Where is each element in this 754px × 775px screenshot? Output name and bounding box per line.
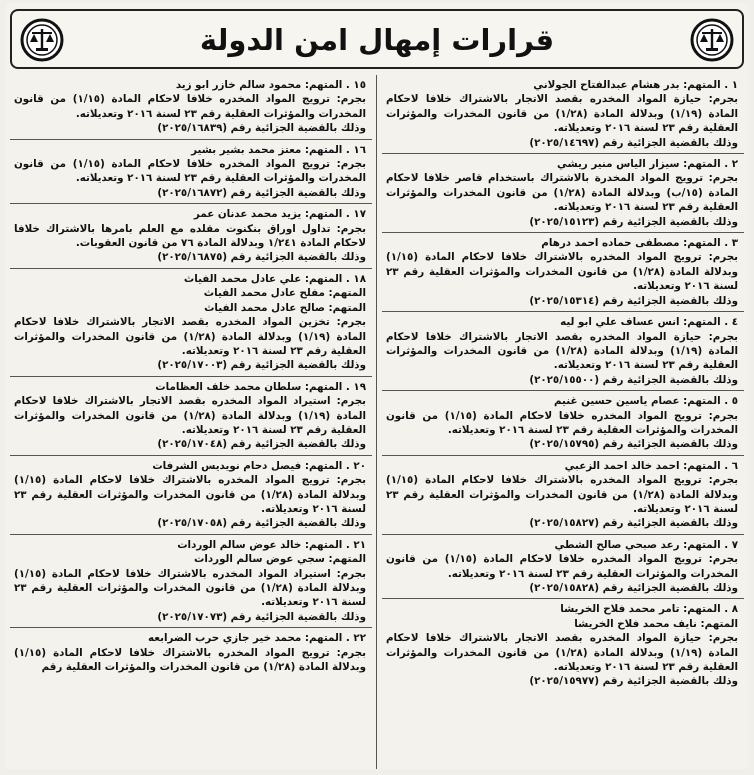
decision-entry [382, 535, 744, 600]
defendant-name: ٣ . المتهم: مصطفى حماده احمد درهام [541, 237, 738, 250]
case-number: وذلك بالقضية الجزائية رقم (٢٠٢٥/١٦٨٧٥) [157, 251, 366, 264]
charge-text: بجرم: استيراد المواد المخدره بقصد الاتجار بالاشتراك خلافا لاحكام المادة (١/١٩) وبدلالة المادة (١/٢٨) من قانون المخدرات والمؤثرات العقلية رقم ٢٣ لسنة ٢٠١٦ وتعديلاته. [14, 395, 367, 436]
charge-text: المتهم: سجي عوض سالم الوردات [193, 553, 366, 566]
scales-of-justice-emblem-icon [20, 18, 64, 62]
case-number: وذلك بالقضية الجزائية رقم (٢٠٢٥/١٥٥٠٠) [529, 373, 738, 386]
charge-text: بجرم: حيازة المواد المخدره بقصد الاتجار بالاشتراك خلافا لاحكام المادة (١/١٩) وبدلالة المادة (١/٢٨) من قانون المخدرات والمؤثرات العقلية رقم ٢٣ لسنة ٢٠١٦ وتعديلاته. [386, 93, 739, 135]
charge-text: بجرم: ترويج المواد المخدره بالاشتراك خلافا لاحكام المادة (١/١٥) وبدلالة المادة (١/٢٨) من قانون المخدرات والمؤثرات العقلية رقم ٢٣ لسنة ٢٠١٦ وتعديلاته. [386, 474, 739, 515]
scales-of-justice-emblem-icon [690, 18, 734, 62]
charge-text: المتهم: صالح عادل محمد الفياث [204, 301, 366, 314]
case-number: وذلك بالقضية الجزائية رقم (٢٠٢٥/١٧٠٧٣) [157, 610, 366, 623]
charge-text: بجرم: ترويج المواد المخدره بالاشتراك خلافا لاحكام المادة (١/١٥) وبدلالة المادة (١/٢٨) من قانون المخدرات والمؤثرات العقلية رقم ٢٣ لسنة ٢٠١٦ وتعديلاته. [14, 474, 367, 515]
page-title: قرارات إمهال امن الدولة [199, 23, 555, 57]
defendant-name: ٧ . المتهم: رعد صبحي صالح الشطي [554, 538, 738, 551]
case-number: وذلك بالقضية الجزائية رقم (٢٠٢٥/١٧٠٤٨) [157, 438, 366, 451]
case-number: وذلك بالقضية الجزائية رقم (٢٠٢٥/١٥٧٩٥) [529, 438, 738, 451]
case-number: وذلك بالقضية الجزائية رقم (٢٠٢٥/١٧٠٥٨) [157, 517, 366, 530]
defendant-name: ١٦ . المتهم: معتز محمد بشير بشير [191, 143, 366, 156]
decision-entry [10, 269, 372, 377]
header-banner [10, 9, 744, 69]
defendant-name: ١٥ . المتهم: محمود سالم خازر ابو زيد [175, 79, 366, 91]
case-number: وذلك بالقضية الجزائية رقم (٢٠٢٥/١٥٩٧٧) [529, 675, 738, 688]
charge-text: بجرم: تخزين المواد المخدره بقصد الاتجار بالاشتراك خلافا لاحكام المادة (١/١٩) وبدلالة المادة (١/٢٨) من قانون المخدرات والمؤثرات العقلية رقم ٢٣ لسنة ٢٠١٦ وتعديلاته. [14, 316, 367, 357]
defendant-name: ١٩ . المتهم: سلطان محمد خلف العظامات [155, 380, 366, 393]
defendant-name: ١ . المتهم: بدر هشام عبدالفتاح الجولاني [533, 79, 738, 91]
decision-entry [382, 312, 744, 391]
case-number: وذلك بالقضية الجزائية رقم (٢٠٢٥/١٦٨٧٢) [157, 186, 366, 199]
charge-text: بجرم: تداول اوراق بنكنوت مقلده مع العلم بامرها بالاشتراك خلافا لاحكام المادة ١/٢٤١ وبدلالة المادة ٧٦ من قانون العقوبات. [14, 222, 366, 250]
case-number: وذلك بالقضية الجزائية رقم (٢٠٢٥/١٦٨٣٩) [157, 122, 366, 135]
defendant-name: ٢١ . المتهم: خالد عوض سالم الوردات [177, 538, 366, 551]
charge-text: المتهم: مفلح عادل محمد الفياث [203, 287, 366, 300]
defendant-name: ٥ . المتهم: عصام ياسين حسين غنيم [553, 395, 738, 408]
charge-text: المتهم: نايف محمد فلاح الخريشا [574, 617, 738, 630]
right-column [382, 75, 744, 769]
decision-entry [382, 154, 744, 233]
decision-entry [382, 391, 744, 456]
decision-entry [382, 599, 744, 691]
charge-text: بجرم: استيراد المواد المخدره بالاشتراك خلافا لاحكام المادة (١/١٥) وبدلالة المادة (١/٢٨) من قانون المخدرات والمؤثرات العقلية رقم ٢٣ لسنة ٢٠١٦ وتعديلاته. [14, 567, 367, 609]
decision-entry [10, 204, 372, 269]
charge-text: بجرم: حيازة المواد المخدره بقصد الاتجار بالاشتراك خلافا لاحكام المادة (١/١٩) وبدلالة المادة (١/٢٨) من قانون المخدرات والمؤثرات العقلية رقم ٢٣ لسنة ٢٠١٦ وتعديلاته. [386, 330, 739, 372]
decision-entry [10, 535, 372, 628]
decision-entry [10, 140, 372, 205]
charge-text: بجرم: ترويج المواد المخدره خلافا لاحكام المادة (١/١٥) من قانون المخدرات والمؤثرات العقلية رقم ٢٣ لسنة ٢٠١٦ وتعديلاته. [14, 93, 366, 120]
case-number: وذلك بالقضية الجزائية رقم (٢٠٢٥/١٥٣١٤) [529, 294, 738, 307]
defendant-name: ٢ . المتهم: سيزار الياس منير ريشي [557, 158, 738, 171]
case-number: وذلك بالقضية الجزائية رقم (٢٠٢٥/١٤٦٩٧) [529, 136, 738, 149]
left-column [10, 75, 377, 769]
charge-text: بجرم: ترويج المواد المخدره بالاشتراك خلافا لاحكام المادة (١/١٥) وبدلالة المادة (١/٢٨) من قانون المخدرات والمؤثرات العقلية رقم ٢٣ لسنة ٢٠١٦ وتعديلاته. [386, 251, 739, 293]
charge-text: بجرم: ترويج المواد المخدره خلافا لاحكام المادة (١/١٥) من قانون المخدرات والمؤثرات العقلية رقم ٢٣ لسنة ٢٠١٦ وتعديلاته. [386, 409, 738, 436]
decision-entry [10, 456, 372, 535]
case-number: وذلك بالقضية الجزائية رقم (٢٠٢٥/١٥٨٢٧) [529, 517, 738, 530]
defendant-name: ٦ . المتهم: احمد خالد احمد الزعبي [564, 459, 738, 472]
decision-entry [382, 233, 744, 312]
decision-entry [10, 377, 372, 456]
decision-entry [10, 628, 372, 677]
defendant-name: ٢٢ . المتهم: محمد خير جازي حرب الضرابعه [148, 632, 366, 645]
decision-entry [10, 75, 372, 140]
charge-text: بجرم: ترويج المواد المخدرة بالاشتراك باستخدام قاصر خلافا لاحكام المادة (١٥/ب) وبدلالة المادة (١/٢٨) من قانون المخدرات والمؤثرات العقلية رقم ٢٣ لسنة ٢٠١٦ وتعديلاته. [386, 172, 739, 214]
newspaper-page [6, 3, 748, 769]
defendant-name: ١٧ . المتهم: يزيد محمد عدنان عمر [193, 208, 366, 221]
case-number: وذلك بالقضية الجزائية رقم (٢٠٢٥/١٥٨٢٨) [529, 582, 738, 594]
defendant-name: ٨ . المتهم: تامر محمد فلاح الخريشا [560, 603, 738, 616]
defendant-name: ٤ . المتهم: انس عساف علي ابو ليه [560, 316, 738, 329]
charge-text: بجرم: ترويج المواد المخدره بالاشتراك خلافا لاحكام المادة (١/١٥) وبدلالة المادة (١/٢٨) من قانون المخدرات والمؤثرات العقلية رقم [14, 646, 366, 674]
decision-entry [382, 456, 744, 535]
charge-text: بجرم: ترويج المواد المخدره خلافا لاحكام المادة (١/١٥) من قانون المخدرات والمؤثرات العقلية رقم ٢٣ لسنة ٢٠١٦ وتعديلاته. [386, 553, 738, 580]
charge-text: بجرم: ترويج المواد المخدره خلافا لاحكام المادة (١/١٥) من قانون المخدرات والمؤثرات العقلية رقم ٢٣ لسنة ٢٠١٦ وتعديلاته. [14, 158, 366, 185]
decision-entry [382, 75, 744, 154]
case-number: وذلك بالقضية الجزائية رقم (٢٠٢٥/١٥١٢٣) [529, 215, 738, 228]
charge-text: بجرم: حيازة المواد المخدره بقصد الاتجار بالاشتراك خلافا لاحكام المادة (١/١٩) وبدلالة المادة (١/٢٨) من قانون المخدرات والمؤثرات العقلية رقم ٢٣ لسنة ٢٠١٦ وتعديلاته. [386, 632, 739, 674]
defendant-name: ٢٠ . المتهم: فيصل دحام نويديس الشرفات [152, 459, 366, 472]
columns [10, 75, 744, 769]
case-number: وذلك بالقضية الجزائية رقم (٢٠٢٥/١٧٠٠٣) [157, 359, 366, 372]
defendant-name: ١٨ . المتهم: علي عادل محمد الفياث [183, 272, 366, 285]
